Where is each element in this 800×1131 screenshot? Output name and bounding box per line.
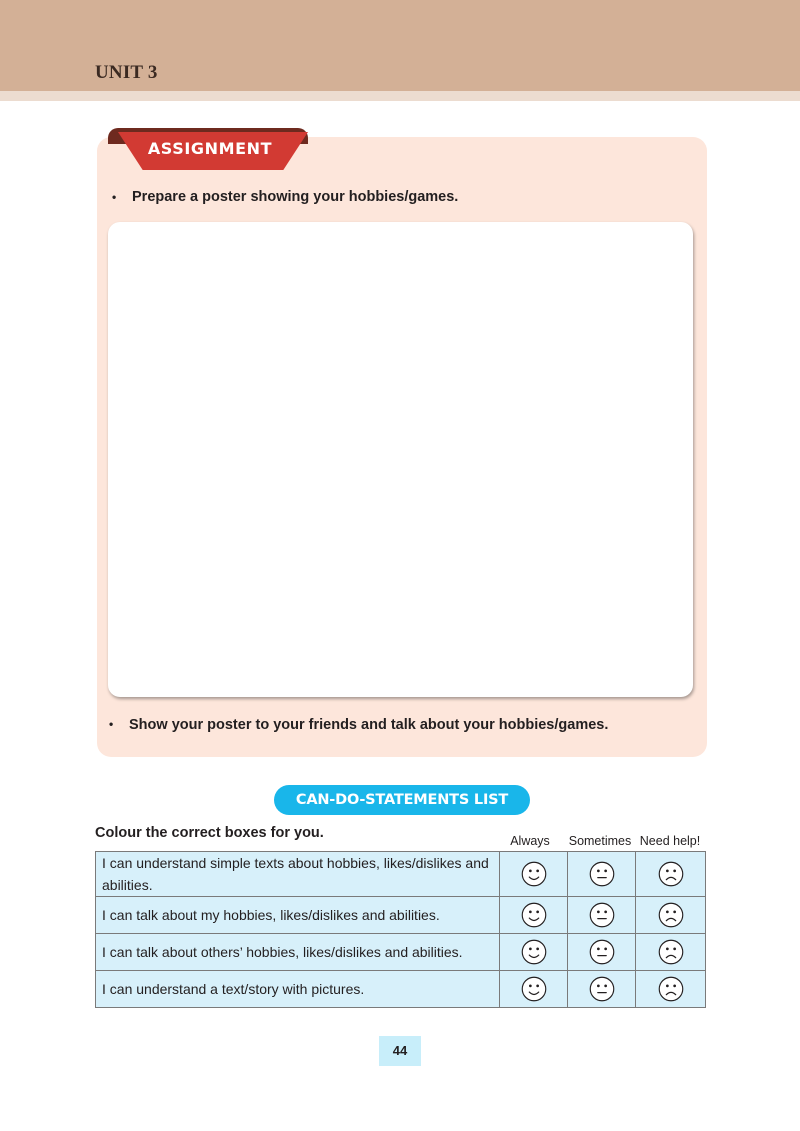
statement-cell: I can understand simple texts about hobbies, likes/dislikes and abilities.: [96, 852, 500, 897]
rating-box-always[interactable]: [500, 971, 568, 1008]
rating-box-need-help[interactable]: [636, 934, 706, 971]
neutral-face-icon: [589, 861, 615, 887]
statement-cell: I can talk about others’ hobbies, likes/dislikes and abilities.: [96, 934, 500, 971]
neutral-face-icon: [589, 939, 615, 965]
poster-drawing-area[interactable]: [108, 222, 693, 697]
rating-box-need-help[interactable]: [636, 852, 706, 897]
sad-face-icon: [658, 861, 684, 887]
rating-box-need-help[interactable]: [636, 971, 706, 1008]
statement-cell: I can understand a text/story with pictures.: [96, 971, 500, 1008]
column-header-need-help: Need help!: [639, 834, 701, 848]
bullet-icon: •: [109, 717, 114, 731]
rating-box-sometimes[interactable]: [568, 852, 636, 897]
rating-box-sometimes[interactable]: [568, 934, 636, 971]
table-row: [96, 897, 706, 934]
can-do-banner: CAN-DO-STATEMENTS LIST: [274, 785, 530, 815]
column-header-sometimes: Sometimes: [568, 834, 632, 848]
rating-box-need-help[interactable]: [636, 897, 706, 934]
table-row: [96, 852, 706, 897]
rating-box-sometimes[interactable]: [568, 971, 636, 1008]
sad-face-icon: [658, 976, 684, 1002]
rating-box-always[interactable]: [500, 934, 568, 971]
assignment-bullet-1: Prepare a poster showing your hobbies/games.: [132, 189, 459, 205]
rating-box-always[interactable]: [500, 852, 568, 897]
unit-title: UNIT 3: [95, 62, 158, 83]
neutral-face-icon: [589, 902, 615, 928]
sad-face-icon: [658, 939, 684, 965]
neutral-face-icon: [589, 976, 615, 1002]
bullet-icon: •: [112, 190, 117, 204]
rating-box-always[interactable]: [500, 897, 568, 934]
sad-face-icon: [658, 902, 684, 928]
can-do-instruction: Colour the correct boxes for you.: [95, 825, 324, 841]
assignment-bullet-2: Show your poster to your friends and talk about your hobbies/games.: [129, 717, 609, 733]
can-do-table: [95, 851, 706, 1008]
assignment-banner-label: ASSIGNMENT: [147, 139, 273, 158]
header-stripe: [0, 91, 800, 101]
statement-cell: I can talk about my hobbies, likes/dislikes and abilities.: [96, 897, 500, 934]
column-header-always: Always: [510, 834, 550, 848]
smiley-face-icon: [521, 939, 547, 965]
page-number: 44: [379, 1036, 421, 1066]
rating-box-sometimes[interactable]: [568, 897, 636, 934]
smiley-face-icon: [521, 861, 547, 887]
smiley-face-icon: [521, 976, 547, 1002]
table-row: [96, 971, 706, 1008]
smiley-face-icon: [521, 902, 547, 928]
table-row: [96, 934, 706, 971]
